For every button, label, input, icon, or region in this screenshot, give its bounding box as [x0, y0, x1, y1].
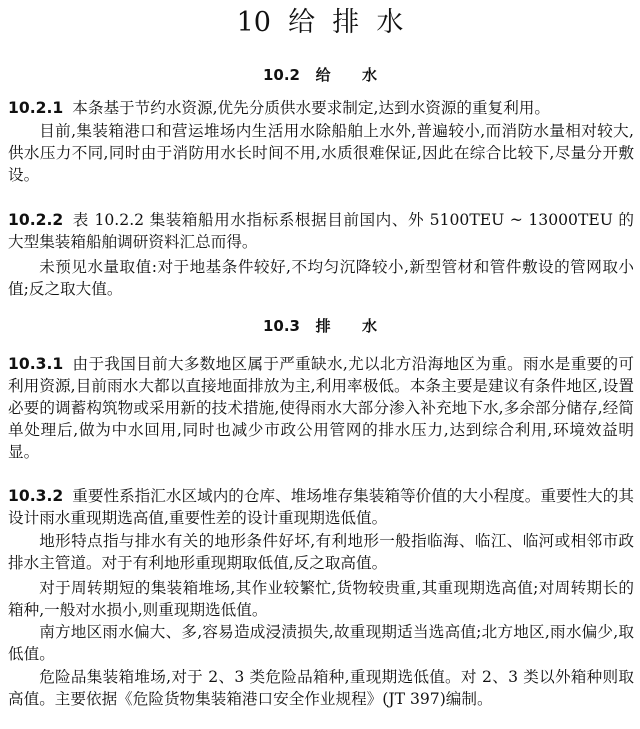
paragraph-text: 地形特点指与排水有关的地形条件好坏,有利地形一般指临海、临江、临河或相邻市政排水主管道。对于有利地形重现期取低值,反之取高值。 [8, 532, 634, 572]
section-title-10-3: 10.3 排 水 [262, 317, 377, 335]
paragraph-text: 由于我国目前大多数地区属于严重缺水,尤以北方沿海地区为重。雨水是重要的可利用资源,目前雨水大都以直接地面排放为主,利用率极低。本条主要是建议有条件地区,设置必要的调蓄构筑物或采用新的技术措施,使得雨水大部分渗入补充地下水,多余部分储存,经简单处理后,做为中水回用,同时也减少市政公用管网的排水压力,达到综合利用,环境效益明显。 [8, 355, 634, 461]
body-paragraph [8, 256, 634, 300]
body-paragraph [8, 621, 634, 665]
body-paragraph [8, 666, 634, 710]
clause-paragraph-10-3-2 [8, 485, 634, 529]
chapter-title: 10 给 排 水 [236, 7, 404, 38]
body-paragraph [8, 577, 634, 621]
body-paragraph [8, 530, 634, 574]
paragraph-text: 危险品集装箱堆场,对于 2、3 类危险品箱种,重现期选低值。对 2、3 类以外箱种则取高值。主要依据《危险货物集装箱港口安全作业规程》(JT 397)编制。 [8, 668, 634, 708]
paragraph-text: 未预见水量取值:对于地基条件较好,不均匀沉降较小,新型管材和管件敷设的管网取小值;反之取大值。 [8, 258, 634, 298]
paragraph-text: 对于周转期短的集装箱堆场,其作业较繁忙,货物较贵重,其重现期选高值;对周转期长的箱种,一般对水损小,则重现期选低值。 [8, 579, 634, 619]
paragraph-text: 重要性系指汇水区域内的仓库、堆场堆存集装箱等价值的大小程度。重要性大的其设计雨水重现期选高值,重要性差的设计重现期选低值。 [8, 487, 634, 527]
paragraph-text: 表 10.2.2 集装箱船用水指标系根据目前国内、外 5100TEU ~ 13000TEU 的大型集装箱船舶调研资料汇总而得。 [8, 211, 634, 251]
section-title-10-2: 10.2 给 水 [262, 66, 377, 84]
clause-paragraph-10-2-1 [8, 97, 634, 119]
body-paragraph [8, 120, 634, 186]
clause-paragraph-10-3-1 [8, 353, 634, 463]
clause-number: 10.2.1 [8, 99, 64, 117]
paragraph-text: 目前,集装箱港口和营运堆场内生活用水除船舶上水外,普遍较小,而消防水量相对较大,供水压力不同,同时由于消防用水长时间不用,水质很难保证,因此在综合比较下,尽量分开敷设。 [8, 122, 634, 184]
clause-number: 10.3.2 [8, 487, 64, 505]
paragraph-text: 南方地区雨水偏大、多,容易造成浸渍损失,故重现期适当选高值;北方地区,雨水偏少,取低值。 [8, 623, 634, 663]
clause-paragraph-10-2-2 [8, 209, 634, 253]
clause-number: 10.2.2 [8, 211, 64, 229]
paragraph-text: 本条基于节约水资源,优先分质供水要求制定,达到水资源的重复利用。 [72, 99, 550, 117]
clause-number: 10.3.1 [8, 355, 64, 373]
